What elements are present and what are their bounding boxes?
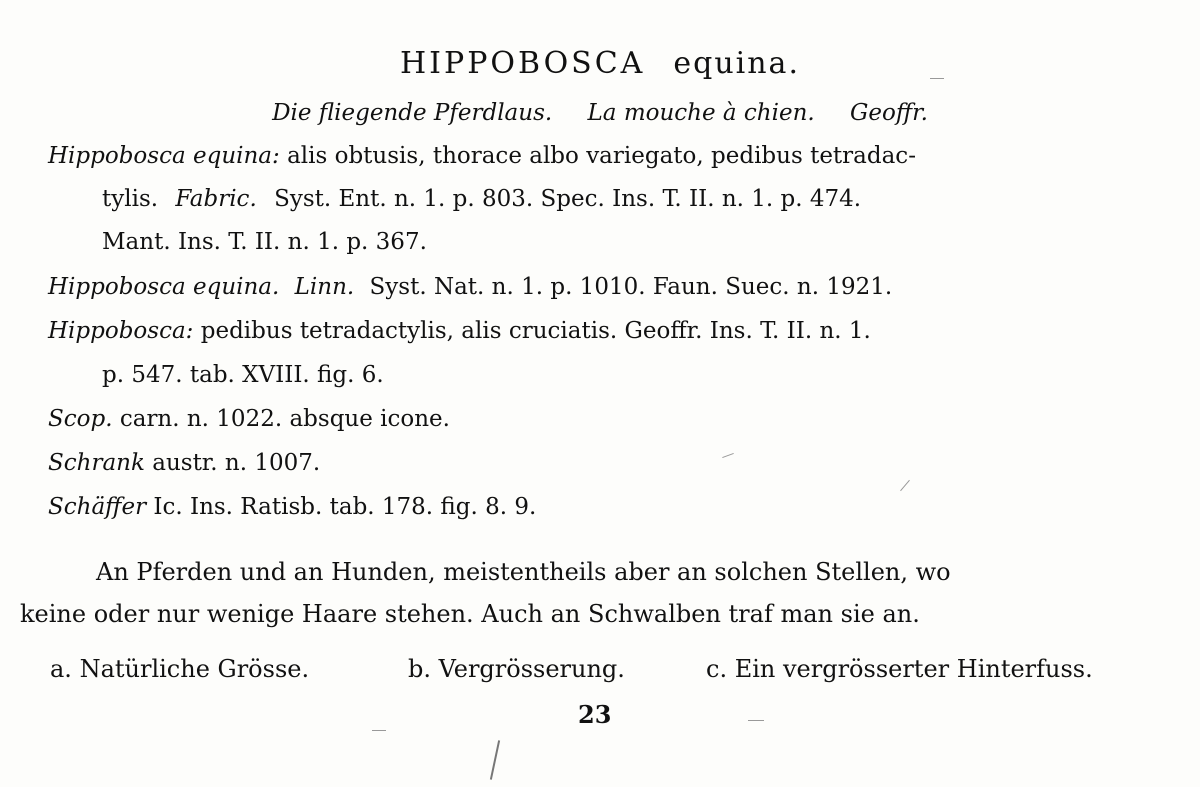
reference-fabricius-line-2 <box>102 186 861 212</box>
common-name-author: Geoffr. <box>850 100 928 126</box>
page-number: 23 <box>578 700 612 729</box>
reference-linnaeus <box>48 274 892 300</box>
legend-natural-size: a. Natürliche Grösse. <box>50 655 310 683</box>
reference-text: p. 547. tab. XVIII. fig. 6. <box>102 362 384 388</box>
common-names <box>0 100 1200 126</box>
reference-text: Ic. Ins. Ratisb. tab. 178. fig. 8. 9. <box>153 494 537 520</box>
scan-speck <box>748 720 764 721</box>
reference-name: Hippobosca equina. <box>48 274 280 300</box>
reference-fabricius-line-1 <box>48 143 916 169</box>
reference-text: Mant. Ins. T. II. n. 1. p. 367. <box>102 229 427 255</box>
reference-name: Schäffer <box>48 494 147 520</box>
scan-speck <box>372 730 386 731</box>
reference-geoffroy-line-2 <box>102 362 384 388</box>
reference-text: Syst. Nat. n. 1. p. 1010. Faun. Suec. n. 1921. <box>369 274 893 300</box>
french-common-name: La mouche à chien. <box>587 100 815 126</box>
description-line-1: An Pferden und an Hunden, meistentheils aber an solchen Stellen, wo <box>96 558 951 586</box>
species-heading <box>0 46 1200 81</box>
reference-fabricius-line-3 <box>102 229 427 255</box>
reference-text: tylis. <box>102 186 159 212</box>
reference-author: Linn. <box>294 274 355 300</box>
german-common-name: Die fliegende Pferdlaus. <box>272 100 553 126</box>
reference-author: Fabric. <box>175 186 257 212</box>
reference-name: Hippobosca: <box>48 318 194 344</box>
species-name: equina. <box>673 46 800 81</box>
reference-text: alis obtusis, thorace albo variegato, pedibus tetradac- <box>287 143 916 169</box>
reference-name: Scop. <box>48 406 113 432</box>
scan-speck <box>490 740 500 780</box>
reference-name: Schrank <box>48 450 145 476</box>
genus-name: HIPPOBOSCA <box>400 46 646 81</box>
reference-text: pedibus tetradactylis, alis cruciatis. Geoffr. Ins. T. II. n. 1. <box>200 318 871 344</box>
description-line-2: keine oder nur wenige Haare stehen. Auch an Schwalben traf man sie an. <box>20 600 920 628</box>
legend-magnification: b. Vergrösserung. <box>408 655 625 683</box>
scan-speck <box>930 78 944 79</box>
reference-schaeffer <box>48 494 536 520</box>
reference-geoffroy-line-1 <box>48 318 871 344</box>
scan-speck <box>722 453 734 458</box>
legend-hind-foot: c. Ein vergrösserter Hinterfuss. <box>706 655 1093 683</box>
reference-scopoli <box>48 406 450 432</box>
reference-schrank <box>48 450 320 476</box>
reference-text: Syst. Ent. n. 1. p. 803. Spec. Ins. T. II. n. 1. p. 474. <box>274 186 862 212</box>
scan-speck <box>900 480 910 491</box>
reference-text: carn. n. 1022. absque icone. <box>119 406 450 432</box>
reference-name: Hippobosca equina: <box>48 143 280 169</box>
reference-text: austr. n. 1007. <box>152 450 321 476</box>
